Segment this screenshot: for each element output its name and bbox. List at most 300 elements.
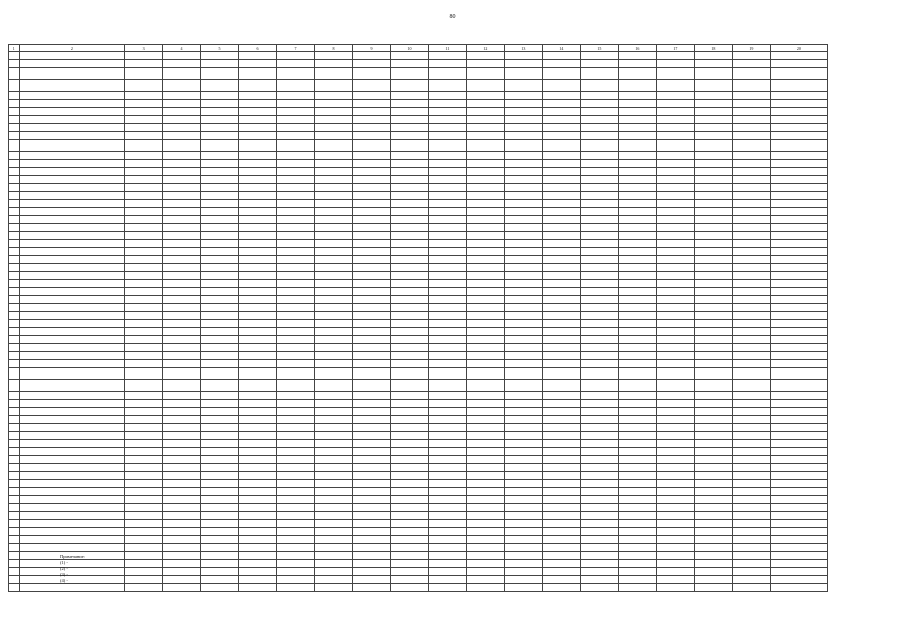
table-cell bbox=[542, 496, 580, 504]
table-cell bbox=[580, 192, 618, 200]
table-cell bbox=[277, 232, 315, 240]
table-cell bbox=[201, 108, 239, 116]
table-cell bbox=[732, 400, 770, 408]
table-cell bbox=[542, 488, 580, 496]
table-cell bbox=[428, 92, 466, 100]
table-cell bbox=[352, 488, 390, 496]
table-cell bbox=[428, 132, 466, 140]
table-cell bbox=[504, 168, 542, 176]
table-cell bbox=[542, 68, 580, 80]
table-row bbox=[9, 336, 828, 344]
table-cell bbox=[239, 264, 277, 272]
table-cell bbox=[315, 264, 353, 272]
table-row bbox=[9, 432, 828, 440]
table-row bbox=[9, 248, 828, 256]
table-cell bbox=[542, 224, 580, 232]
table-cell bbox=[618, 536, 656, 544]
table-cell bbox=[656, 488, 694, 496]
table-cell bbox=[466, 456, 504, 464]
table-cell bbox=[277, 208, 315, 216]
table-cell bbox=[694, 240, 732, 248]
table-row bbox=[9, 272, 828, 280]
table-cell bbox=[694, 272, 732, 280]
table-cell bbox=[277, 472, 315, 480]
table-cell bbox=[19, 488, 125, 496]
table-cell bbox=[315, 192, 353, 200]
table-cell bbox=[466, 544, 504, 552]
table-cell bbox=[125, 280, 163, 288]
table-row bbox=[9, 344, 828, 352]
table-cell bbox=[163, 544, 201, 552]
table-cell bbox=[315, 448, 353, 456]
table-cell bbox=[580, 208, 618, 216]
table-cell bbox=[201, 328, 239, 336]
table-cell bbox=[618, 416, 656, 424]
table-cell bbox=[542, 200, 580, 208]
table-cell bbox=[125, 392, 163, 400]
table-cell bbox=[542, 536, 580, 544]
table-cell bbox=[656, 80, 694, 92]
table-cell bbox=[618, 576, 656, 584]
table-cell bbox=[352, 60, 390, 68]
table-cell bbox=[19, 448, 125, 456]
table-cell bbox=[19, 176, 125, 184]
table-cell bbox=[352, 432, 390, 440]
table-cell bbox=[163, 536, 201, 544]
table-cell bbox=[19, 208, 125, 216]
table-cell bbox=[315, 528, 353, 536]
table-cell bbox=[125, 520, 163, 528]
table-cell bbox=[542, 328, 580, 336]
table-cell bbox=[390, 160, 428, 168]
table-cell bbox=[9, 520, 20, 528]
table-cell bbox=[732, 488, 770, 496]
table-row bbox=[9, 52, 828, 60]
table-row bbox=[9, 312, 828, 320]
table-row bbox=[9, 240, 828, 248]
table-cell bbox=[580, 448, 618, 456]
table-cell bbox=[428, 192, 466, 200]
table-cell bbox=[732, 344, 770, 352]
table-cell bbox=[580, 168, 618, 176]
table-cell bbox=[694, 544, 732, 552]
table-cell bbox=[770, 336, 827, 344]
table-cell bbox=[352, 328, 390, 336]
table-cell bbox=[618, 520, 656, 528]
table-cell bbox=[201, 380, 239, 392]
table-cell bbox=[239, 504, 277, 512]
table-cell bbox=[542, 552, 580, 560]
table-cell bbox=[656, 560, 694, 568]
table-cell bbox=[9, 380, 20, 392]
table-cell bbox=[277, 360, 315, 368]
table-cell bbox=[352, 380, 390, 392]
table-cell bbox=[466, 512, 504, 520]
table-cell bbox=[770, 528, 827, 536]
table-cell bbox=[239, 432, 277, 440]
table-cell bbox=[466, 140, 504, 152]
table-cell bbox=[9, 512, 20, 520]
table-cell bbox=[239, 256, 277, 264]
table-cell bbox=[770, 60, 827, 68]
table-cell bbox=[542, 504, 580, 512]
table-cell bbox=[125, 100, 163, 108]
table-cell bbox=[618, 132, 656, 140]
table-cell bbox=[9, 424, 20, 432]
table-cell bbox=[504, 152, 542, 160]
page-number: 80 bbox=[449, 14, 456, 20]
table-cell bbox=[163, 52, 201, 60]
table-cell bbox=[125, 288, 163, 296]
table-cell bbox=[125, 160, 163, 168]
table-cell bbox=[201, 256, 239, 264]
table-cell bbox=[580, 528, 618, 536]
table-cell bbox=[428, 240, 466, 248]
table-cell bbox=[618, 232, 656, 240]
table-cell bbox=[125, 304, 163, 312]
table-cell bbox=[390, 496, 428, 504]
table-cell bbox=[656, 272, 694, 280]
table-cell bbox=[315, 60, 353, 68]
table-cell bbox=[618, 504, 656, 512]
table-cell bbox=[542, 472, 580, 480]
table-cell bbox=[466, 368, 504, 380]
table-cell bbox=[390, 256, 428, 264]
table-cell bbox=[125, 240, 163, 248]
table-cell bbox=[504, 408, 542, 416]
table-cell bbox=[239, 100, 277, 108]
table-cell bbox=[9, 408, 20, 416]
table-cell bbox=[618, 336, 656, 344]
table-cell bbox=[201, 320, 239, 328]
table-cell bbox=[201, 304, 239, 312]
table-cell bbox=[277, 304, 315, 312]
table-cell bbox=[163, 272, 201, 280]
table-cell bbox=[315, 168, 353, 176]
table-cell bbox=[694, 416, 732, 424]
table-cell bbox=[542, 240, 580, 248]
table-cell bbox=[163, 296, 201, 304]
table-cell bbox=[201, 424, 239, 432]
table-cell bbox=[580, 232, 618, 240]
table-cell bbox=[277, 60, 315, 68]
table-cell bbox=[315, 328, 353, 336]
table-cell bbox=[239, 92, 277, 100]
table-cell bbox=[770, 264, 827, 272]
table-cell bbox=[618, 264, 656, 272]
table-cell bbox=[277, 416, 315, 424]
table-row bbox=[9, 520, 828, 528]
table-cell bbox=[315, 216, 353, 224]
table-cell bbox=[277, 132, 315, 140]
table-cell bbox=[732, 256, 770, 264]
table-cell bbox=[390, 224, 428, 232]
table-cell bbox=[656, 552, 694, 560]
table-cell bbox=[201, 52, 239, 60]
table-cell bbox=[732, 528, 770, 536]
table-cell bbox=[732, 560, 770, 568]
table-cell bbox=[201, 116, 239, 124]
table-cell bbox=[580, 200, 618, 208]
table-row bbox=[9, 380, 828, 392]
table-cell bbox=[732, 544, 770, 552]
table-cell bbox=[732, 368, 770, 380]
table-cell bbox=[390, 344, 428, 352]
table-cell bbox=[125, 176, 163, 184]
table-cell bbox=[163, 216, 201, 224]
table-cell bbox=[163, 140, 201, 152]
table-cell bbox=[694, 288, 732, 296]
table-cell bbox=[580, 280, 618, 288]
table-cell bbox=[352, 168, 390, 176]
table-cell bbox=[352, 544, 390, 552]
table-cell bbox=[542, 464, 580, 472]
column-number: 15 bbox=[580, 45, 618, 52]
table-cell bbox=[656, 200, 694, 208]
column-number: 16 bbox=[618, 45, 656, 52]
table-cell bbox=[201, 216, 239, 224]
table-cell bbox=[19, 296, 125, 304]
table-cell bbox=[656, 304, 694, 312]
table-cell bbox=[618, 448, 656, 456]
column-number: 9 bbox=[352, 45, 390, 52]
table-cell bbox=[732, 80, 770, 92]
table-cell bbox=[618, 80, 656, 92]
table-cell bbox=[694, 440, 732, 448]
table-cell bbox=[352, 416, 390, 424]
table-cell bbox=[390, 216, 428, 224]
table-cell bbox=[125, 488, 163, 496]
table-cell bbox=[428, 472, 466, 480]
table-cell bbox=[504, 52, 542, 60]
table-cell bbox=[770, 472, 827, 480]
table-cell bbox=[732, 336, 770, 344]
table-cell bbox=[504, 160, 542, 168]
table-cell bbox=[390, 512, 428, 520]
table-cell bbox=[542, 140, 580, 152]
table-cell bbox=[352, 424, 390, 432]
table-cell bbox=[19, 224, 125, 232]
table-cell bbox=[732, 52, 770, 60]
table-cell bbox=[428, 432, 466, 440]
table-cell bbox=[201, 248, 239, 256]
table-cell bbox=[732, 464, 770, 472]
column-number: 1 bbox=[9, 45, 20, 52]
table-cell bbox=[504, 440, 542, 448]
table-cell bbox=[428, 200, 466, 208]
table-cell bbox=[466, 176, 504, 184]
table-cell bbox=[9, 132, 20, 140]
table-cell bbox=[580, 392, 618, 400]
table-cell bbox=[19, 504, 125, 512]
table-cell bbox=[542, 248, 580, 256]
table-cell bbox=[163, 512, 201, 520]
table-cell bbox=[732, 100, 770, 108]
table-cell bbox=[125, 312, 163, 320]
table-cell bbox=[580, 140, 618, 152]
table-cell bbox=[542, 168, 580, 176]
table-cell bbox=[466, 240, 504, 248]
table-cell bbox=[352, 440, 390, 448]
table-cell bbox=[732, 140, 770, 152]
table-cell bbox=[277, 108, 315, 116]
table-cell bbox=[428, 488, 466, 496]
table-cell bbox=[428, 100, 466, 108]
table-cell bbox=[656, 464, 694, 472]
table-cell bbox=[277, 192, 315, 200]
table-cell bbox=[9, 360, 20, 368]
table-cell bbox=[770, 576, 827, 584]
table-cell bbox=[201, 392, 239, 400]
table-cell bbox=[125, 480, 163, 488]
table-cell bbox=[390, 488, 428, 496]
table-cell bbox=[163, 400, 201, 408]
table-row bbox=[9, 184, 828, 192]
table-cell bbox=[732, 176, 770, 184]
table-cell bbox=[770, 108, 827, 116]
table-cell bbox=[770, 432, 827, 440]
table-cell bbox=[656, 140, 694, 152]
table-cell bbox=[19, 248, 125, 256]
table-cell bbox=[466, 528, 504, 536]
table-cell bbox=[542, 264, 580, 272]
table-cell bbox=[504, 352, 542, 360]
table-cell bbox=[770, 352, 827, 360]
table-cell bbox=[390, 472, 428, 480]
table-cell bbox=[352, 528, 390, 536]
table-cell bbox=[19, 360, 125, 368]
table-cell bbox=[19, 92, 125, 100]
table-cell bbox=[732, 200, 770, 208]
table-cell bbox=[580, 304, 618, 312]
table-cell bbox=[466, 536, 504, 544]
table-cell bbox=[315, 304, 353, 312]
table-cell bbox=[19, 100, 125, 108]
table-row bbox=[9, 448, 828, 456]
table-cell bbox=[19, 68, 125, 80]
table-cell bbox=[656, 232, 694, 240]
table-cell bbox=[201, 544, 239, 552]
table-cell bbox=[352, 184, 390, 192]
table-cell bbox=[9, 272, 20, 280]
table-cell bbox=[694, 488, 732, 496]
table-cell bbox=[504, 116, 542, 124]
table-cell bbox=[770, 100, 827, 108]
table-cell bbox=[732, 512, 770, 520]
table-cell bbox=[125, 132, 163, 140]
table-cell bbox=[618, 368, 656, 380]
table-row bbox=[9, 192, 828, 200]
table-cell bbox=[352, 68, 390, 80]
table-cell bbox=[618, 544, 656, 552]
table-cell bbox=[277, 320, 315, 328]
table-cell bbox=[694, 448, 732, 456]
table-cell bbox=[315, 504, 353, 512]
table-cell bbox=[390, 536, 428, 544]
table-cell bbox=[390, 464, 428, 472]
table-cell bbox=[694, 360, 732, 368]
table-cell bbox=[542, 296, 580, 304]
table-row bbox=[9, 176, 828, 184]
table-cell bbox=[239, 380, 277, 392]
table-cell bbox=[770, 380, 827, 392]
table-cell bbox=[239, 296, 277, 304]
table-cell bbox=[580, 472, 618, 480]
table-cell bbox=[466, 208, 504, 216]
table-cell bbox=[163, 380, 201, 392]
table-cell bbox=[201, 352, 239, 360]
table-cell bbox=[504, 536, 542, 544]
financial-table bbox=[8, 44, 828, 592]
table-cell bbox=[770, 464, 827, 472]
table-cell bbox=[618, 184, 656, 192]
table-cell bbox=[428, 380, 466, 392]
table-cell bbox=[694, 100, 732, 108]
table-cell bbox=[9, 352, 20, 360]
table-cell bbox=[239, 272, 277, 280]
table-cell bbox=[201, 280, 239, 288]
table-cell bbox=[19, 108, 125, 116]
table-cell bbox=[618, 320, 656, 328]
table-cell bbox=[656, 192, 694, 200]
table-cell bbox=[504, 552, 542, 560]
table-cell bbox=[9, 336, 20, 344]
table-cell bbox=[201, 152, 239, 160]
table-cell bbox=[504, 224, 542, 232]
table-cell bbox=[732, 456, 770, 464]
table-cell bbox=[19, 392, 125, 400]
footnote-line: (4) - bbox=[60, 578, 68, 583]
table-cell bbox=[770, 400, 827, 408]
table-cell bbox=[732, 392, 770, 400]
table-cell bbox=[694, 296, 732, 304]
table-cell bbox=[466, 60, 504, 68]
table-cell bbox=[163, 240, 201, 248]
table-row bbox=[9, 256, 828, 264]
table-cell bbox=[542, 304, 580, 312]
table-cell bbox=[580, 248, 618, 256]
table-cell bbox=[239, 176, 277, 184]
table-cell bbox=[466, 344, 504, 352]
table-cell bbox=[542, 176, 580, 184]
table-cell bbox=[732, 184, 770, 192]
table-cell bbox=[201, 288, 239, 296]
table-cell bbox=[656, 544, 694, 552]
table-cell bbox=[9, 312, 20, 320]
column-number: 19 bbox=[732, 45, 770, 52]
table-row bbox=[9, 360, 828, 368]
table-cell bbox=[694, 352, 732, 360]
table-cell bbox=[390, 116, 428, 124]
table-cell bbox=[542, 92, 580, 100]
table-cell bbox=[9, 496, 20, 504]
table-cell bbox=[352, 248, 390, 256]
table-cell bbox=[504, 256, 542, 264]
table-cell bbox=[163, 448, 201, 456]
table-cell bbox=[201, 584, 239, 592]
table-cell bbox=[580, 68, 618, 80]
column-number: 8 bbox=[315, 45, 353, 52]
table-cell bbox=[656, 576, 694, 584]
table-cell bbox=[125, 80, 163, 92]
table-cell bbox=[618, 440, 656, 448]
table-cell bbox=[352, 504, 390, 512]
table-cell bbox=[19, 60, 125, 68]
table-cell bbox=[390, 68, 428, 80]
table-cell bbox=[656, 360, 694, 368]
table-cell bbox=[201, 368, 239, 380]
table-cell bbox=[618, 464, 656, 472]
